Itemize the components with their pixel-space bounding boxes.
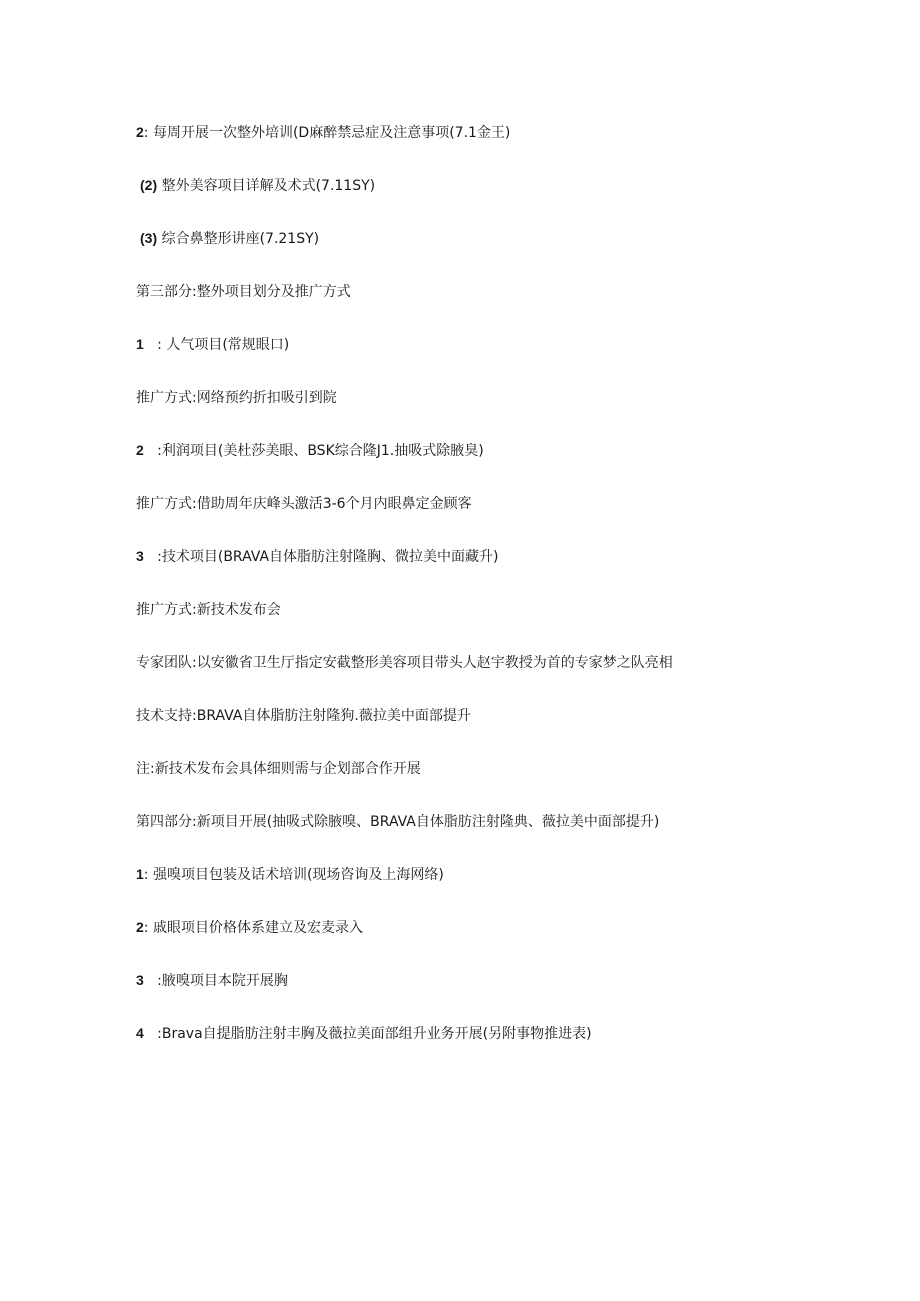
text-line bbox=[136, 706, 471, 725]
line-text: 整外美容项目详解及术式(7.11SY) bbox=[157, 178, 376, 194]
line-number: (2) bbox=[140, 177, 158, 193]
line-text: :技术项目(BRAVA自体脂肪注射隆胸、微拉美中面藏升) bbox=[143, 549, 499, 565]
line-number: 1 bbox=[136, 866, 144, 882]
text-line bbox=[136, 123, 510, 142]
line-text: :腋嗅项目本院开展胸 bbox=[143, 973, 288, 989]
text-line bbox=[136, 600, 281, 619]
text-line bbox=[136, 759, 421, 778]
line-text: : 每周开展一次整外培训(D麻醉禁忌症及注意事项(7.1金王) bbox=[143, 125, 511, 141]
line-text: : 戚眼项目价格体系建立及宏麦录入 bbox=[143, 920, 363, 936]
text-line bbox=[136, 388, 337, 407]
text-line bbox=[136, 494, 472, 513]
line-text: :利润项目(美杜莎美眼、BSK综合隆J1.抽吸式除腋臭) bbox=[143, 443, 484, 459]
line-text: 第三部分:整外项目划分及推广方式 bbox=[136, 284, 351, 300]
text-line bbox=[136, 335, 289, 354]
line-number: (3) bbox=[140, 230, 158, 246]
text-line bbox=[136, 1024, 592, 1043]
section-heading bbox=[136, 812, 659, 831]
line-text: : 人气项目(常规眼口) bbox=[143, 337, 290, 353]
line-text: 专家团队:以安徽省卫生厅指定安截整形美容项目带头人赵宇教授为首的专家梦之队亮相 bbox=[136, 655, 673, 671]
line-text: 推广方式:借助周年庆峰头激活3-6个月内眼鼻定金顾客 bbox=[136, 496, 472, 512]
line-number: 3 bbox=[136, 548, 144, 564]
text-line bbox=[136, 971, 288, 990]
line-text: 推广方式:网络预约折扣吸引到院 bbox=[136, 390, 337, 406]
text-line bbox=[136, 918, 363, 937]
line-number: 2 bbox=[136, 919, 144, 935]
line-number: 3 bbox=[136, 972, 144, 988]
line-number: 4 bbox=[136, 1025, 144, 1041]
line-number: 2 bbox=[136, 442, 144, 458]
section-heading bbox=[136, 282, 351, 301]
line-number: 1 bbox=[136, 336, 144, 352]
text-line bbox=[140, 176, 375, 195]
text-line bbox=[136, 441, 484, 460]
text-line bbox=[136, 547, 499, 566]
line-text: 技术支持:BRAVA自体脂肪注射隆狗.薇拉美中面部提升 bbox=[136, 708, 471, 724]
text-line bbox=[140, 229, 319, 248]
text-line bbox=[136, 865, 444, 884]
line-text: 推广方式:新技术发布会 bbox=[136, 602, 281, 618]
line-text: 第四部分:新项目开展(抽吸式除腋嗅、BRAVA自体脂肪注射隆典、薇拉美中面部提升) bbox=[136, 814, 660, 830]
line-text: :Brava自提脂肪注射丰胸及薇拉美面部组升业务开展(另附事物推进表) bbox=[143, 1026, 592, 1042]
line-number: 2 bbox=[136, 124, 144, 140]
line-text: : 强嗅项目包装及话术培训(现场咨询及上海网络) bbox=[143, 867, 444, 883]
text-line bbox=[136, 653, 673, 672]
line-text: 注:新技术发布会具体细则需与企划部合作开展 bbox=[136, 761, 421, 777]
line-text: 综合鼻整形讲座(7.21SY) bbox=[157, 231, 320, 247]
